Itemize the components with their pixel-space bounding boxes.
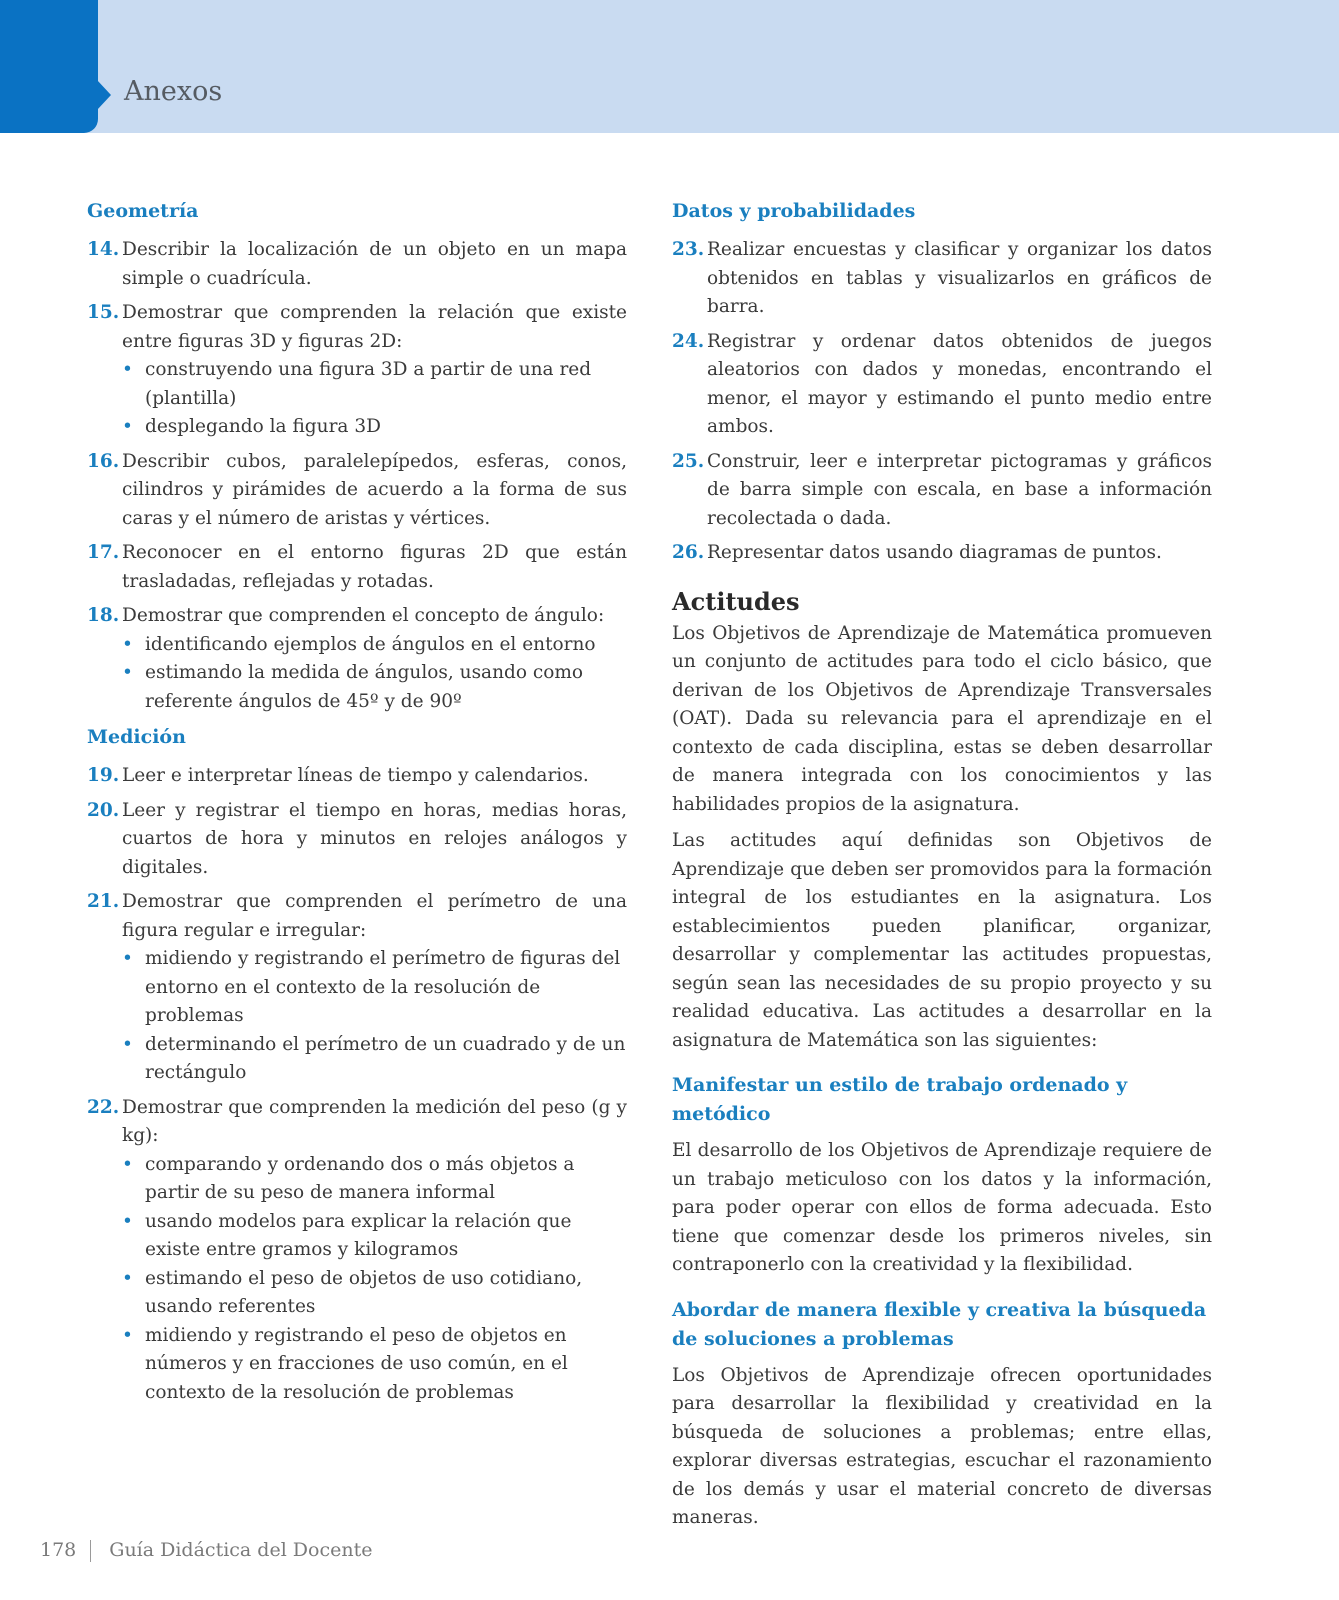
page-footer: [40, 1539, 372, 1562]
bullet-item: • usando modelos para explicar la relación que existe entre gramos y kilogramos: [145, 1208, 627, 1265]
subheading-flexible: Abordar de manera flexible y creativa la búsqueda de soluciones a problemas: [672, 1298, 1207, 1350]
objective-text: Construir, leer e interpretar pictogramas y gráficos de barra simple con escala, en base a información recolectada o dada.: [707, 450, 1212, 529]
paragraph: Los Objetivos de Aprendizaje de Matemática promueven un conjunto de actitudes para todo el ciclo básico, que derivan de los Objetivos de Aprendizaje Transversales (OAT). Dada su relevancia para el aprendizaje en el contexto de cada disciplina, estas se deben desarrollar de manera integrada con los conocimientos y las habilidades propios de la asignatura.: [672, 622, 1212, 815]
objective-text: Demostrar que comprenden la medición del peso (g y kg):: [122, 1096, 627, 1146]
bullet-item: • identificando ejemplos de ángulos en el entorno: [145, 631, 627, 660]
left-column: [87, 196, 627, 1413]
objective-text: Leer y registrar el tiempo en horas, medias horas, cuartos de hora y minutos en relojes análogos y digitales.: [122, 799, 627, 878]
objective-item: [87, 762, 627, 791]
objective-text: Demostrar que comprenden el perímetro de una figura regular e irregular:: [122, 891, 627, 941]
objective-item: [87, 888, 627, 1088]
bullet-list: [122, 1151, 627, 1408]
objective-text: Demostrar que comprenden la relación que existe entre figuras 3D y figuras 2D:: [122, 302, 627, 352]
section-heading-actitudes: Actitudes: [672, 586, 800, 616]
bullet-item: • estimando la medida de ángulos, usando como referente ángulos de 45º y de 90º: [145, 659, 627, 716]
objective-item: [87, 539, 627, 596]
objective-item: [87, 797, 627, 883]
subheading-metodico: Manifestar un estilo de trabajo ordenado y metódico: [672, 1074, 1128, 1125]
objective-number: 14.: [87, 239, 120, 260]
objective-number: 17.: [87, 542, 120, 563]
objective-item: [87, 1094, 627, 1408]
objective-number: 25.: [672, 450, 705, 472]
objective-text: Demostrar que comprenden el concepto de ángulo:: [122, 605, 605, 626]
objective-text: Describir la localización de un objeto en un mapa simple o cuadrícula.: [122, 239, 627, 289]
header-tab: [0, 0, 98, 133]
objective-item: [672, 328, 1212, 442]
objective-number: 19.: [87, 765, 120, 786]
objective-number: 26.: [672, 542, 705, 563]
bullet-item: • construyendo una figura 3D a partir de una red (plantilla): [145, 356, 627, 413]
objective-text: Describir cubos, paralelepípedos, esferas, conos, cilindros y pirámides de acuerdo a la forma de sus caras y el número de aristas y vértices.: [122, 450, 627, 529]
footer-divider: [90, 1540, 91, 1562]
objective-number: 16.: [87, 450, 120, 472]
bullet-item: • desplegando la figura 3D: [145, 413, 627, 442]
objective-item: [87, 602, 627, 716]
bullet-item: • midiendo y registrando el peso de objetos en números y en fracciones de uso común, en el contexto de la resolución de problemas: [145, 1322, 627, 1408]
header-arrow-icon: [97, 80, 111, 110]
paragraph: Las actitudes aquí definidas son Objetivos de Aprendizaje que deben ser promovidos para la formación integral de los estudiantes en la asignatura. Los establecimientos pueden planificar, organizar, desarrollar y complementar las actitudes propuestas, según sean las necesidades de su propio proyecto y su realidad educativa. Las actitudes a desarrollar en la asignatura de Matemática son las siguientes:: [672, 830, 1212, 1051]
page-number: 178: [40, 1539, 77, 1561]
paragraph: Los Objetivos de Aprendizaje ofrecen oportunidades para desarrollar la flexibilidad y creatividad en la búsqueda de soluciones a problemas; entre ellas, explorar diversas estrategias, escuchar el razonamiento de los demás y usar el material concreto de diversas maneras.: [672, 1364, 1212, 1528]
objective-number: 24.: [672, 330, 705, 352]
page-title: Anexos: [124, 76, 223, 107]
right-column: [672, 196, 1212, 1541]
section-heading-geometria: Geometría: [87, 200, 199, 222]
objective-number: 20.: [87, 799, 120, 821]
objective-text: Reconocer en el entorno figuras 2D que están trasladadas, reflejadas y rotadas.: [122, 542, 627, 592]
objective-text: Representar datos usando diagramas de puntos.: [707, 542, 1162, 563]
objective-item: [87, 299, 627, 442]
bullet-item: • comparando y ordenando dos o más objetos a partir de su peso de manera informal: [145, 1151, 627, 1208]
objective-item: [87, 448, 627, 534]
objective-number: 15.: [87, 302, 120, 323]
objective-text: Leer e interpretar líneas de tiempo y calendarios.: [122, 765, 589, 786]
bullet-list: [122, 356, 627, 442]
objective-item: [672, 236, 1212, 322]
objective-item: [672, 448, 1212, 534]
objective-item: [87, 236, 627, 293]
section-heading-medicion: Medición: [87, 726, 186, 748]
objective-number: 18.: [87, 605, 120, 626]
bullet-list: [122, 945, 627, 1088]
objective-number: 22.: [87, 1096, 120, 1118]
footer-title: Guía Didáctica del Docente: [109, 1539, 373, 1561]
objective-text: Realizar encuestas y clasificar y organizar los datos obtenidos en tablas y visualizarlos en gráficos de barra.: [707, 239, 1212, 317]
paragraph: El desarrollo de los Objetivos de Aprendizaje requiere de un trabajo meticuloso con los datos y la información, para poder operar con ellos de forma adecuada. Esto tiene que comenzar desde los primeros niveles, sin contraponerlo con la creatividad y la flexibilidad.: [672, 1140, 1212, 1275]
bullet-item: • midiendo y registrando el perímetro de figuras del entorno en el contexto de la resolución de problemas: [145, 945, 627, 1031]
objective-number: 23.: [672, 239, 705, 260]
header-band: [0, 0, 1339, 133]
objective-number: 21.: [87, 891, 120, 912]
bullet-item: • determinando el perímetro de un cuadrado y de un rectángulo: [145, 1031, 627, 1088]
objective-text: Registrar y ordenar datos obtenidos de juegos aleatorios con dados y monedas, encontrando el menor, el mayor y estimando el punto medio entre ambos.: [707, 330, 1212, 437]
bullet-list: [122, 631, 627, 717]
objective-item: [672, 539, 1212, 568]
bullet-item: • estimando el peso de objetos de uso cotidiano, usando referentes: [145, 1265, 627, 1322]
section-heading-datos: Datos y probabilidades: [672, 200, 916, 222]
